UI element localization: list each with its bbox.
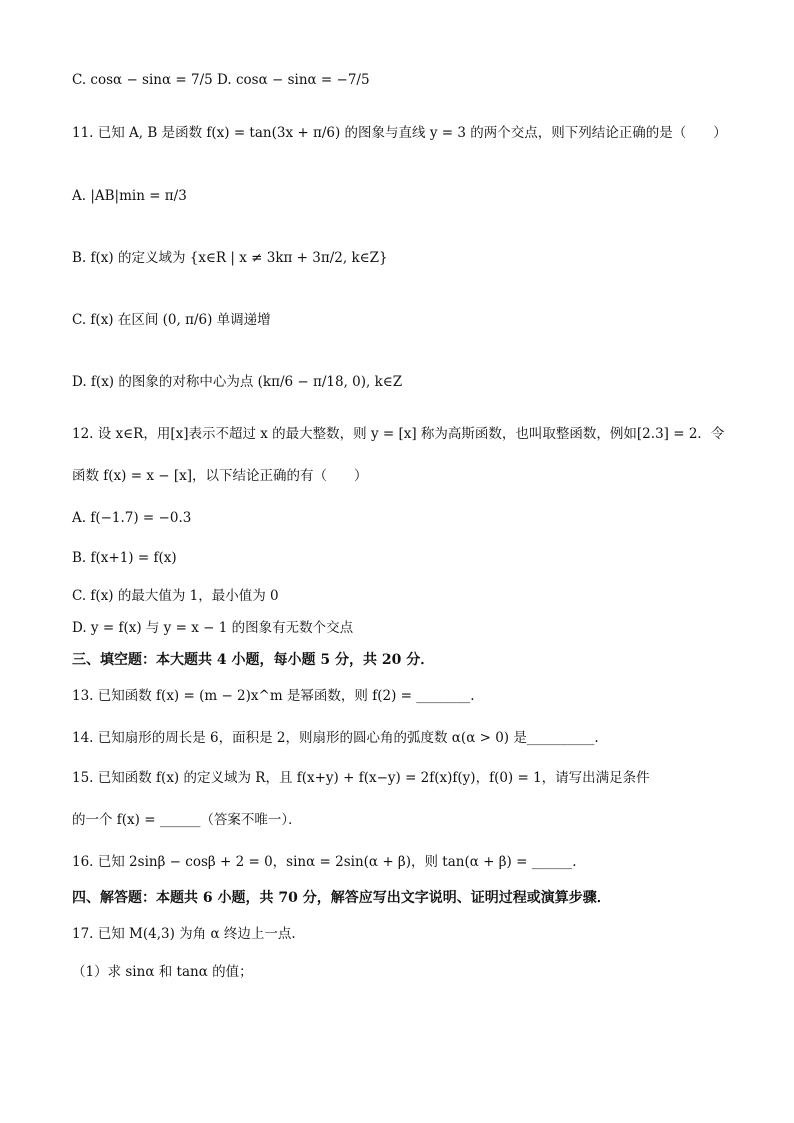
line-4: B. f(x) 的定义域为 {x∈R | x ≠ 3kπ + 3π/2, k∈Z}: [72, 250, 388, 266]
line-15: 14. 已知扇形的周长是 6，面积是 2，则扇形的圆心角的弧度数 α(α > 0) 是__________.: [72, 730, 599, 746]
line-16: 15. 已知函数 f(x) 的定义域为 R，且 f(x+y) + f(x−y) = 2f(x)f(y)，f(0) = 1，请写出满足条件: [72, 770, 650, 786]
line-9: A. f(−1.7) = −0.3: [72, 510, 192, 526]
line-6: D. f(x) 的图象的对称中心为点 (kπ/6 − π/18, 0), k∈Z: [72, 374, 403, 390]
line-10: B. f(x+1) = f(x): [72, 550, 177, 566]
line-17: 的一个 f(x) = ______（答案不唯一）．: [72, 812, 302, 828]
line-20: 17. 已知 M(4,3) 为角 α 终边上一点.: [72, 926, 296, 942]
section-heading-4: 四、解答题：本题共 6 小题，共 70 分，解答应写出文字说明、证明过程或演算步骤．: [72, 890, 611, 906]
line-1: C. cosα − sinα = 7/5 D. cosα − sinα = −7/5: [72, 72, 370, 88]
line-8: 函数 f(x) = x − [x]，以下结论正确的有（ ）: [72, 468, 368, 484]
line-14: 13. 已知函数 f(x) = (m − 2)x^m 是幂函数，则 f(2) = ________.: [72, 688, 475, 704]
section-heading-3: 三、填空题：本大题共 4 小题，每小题 5 分，共 20 分．: [72, 652, 435, 668]
line-2: 11. 已知 A, B 是函数 f(x) = tan(3x + π/6) 的图象与直线 y = 3 的两个交点，则下列结论正确的是（ ）: [72, 125, 727, 141]
line-5: C. f(x) 在区间 (0, π/6) 单调递增: [72, 312, 271, 328]
line-3: A. |AB|min = π/3: [72, 188, 187, 204]
line-7: 12. 设 x∈R，用[x]表示不超过 x 的最大整数，则 y = [x] 称为高斯函数，也叫取整函数，例如[2.3] = 2．令: [72, 426, 725, 442]
line-11: C. f(x) 的最大值为 1，最小值为 0: [72, 588, 279, 604]
line-12: D. y = f(x) 与 y = x − 1 的图象有无数个交点: [72, 620, 354, 636]
line-21: （1）求 sinα 和 tanα 的值；: [72, 964, 253, 980]
line-18: 16. 已知 2sinβ − cosβ + 2 = 0，sinα = 2sin(α + β)，则 tan(α + β) = ______.: [72, 854, 577, 870]
